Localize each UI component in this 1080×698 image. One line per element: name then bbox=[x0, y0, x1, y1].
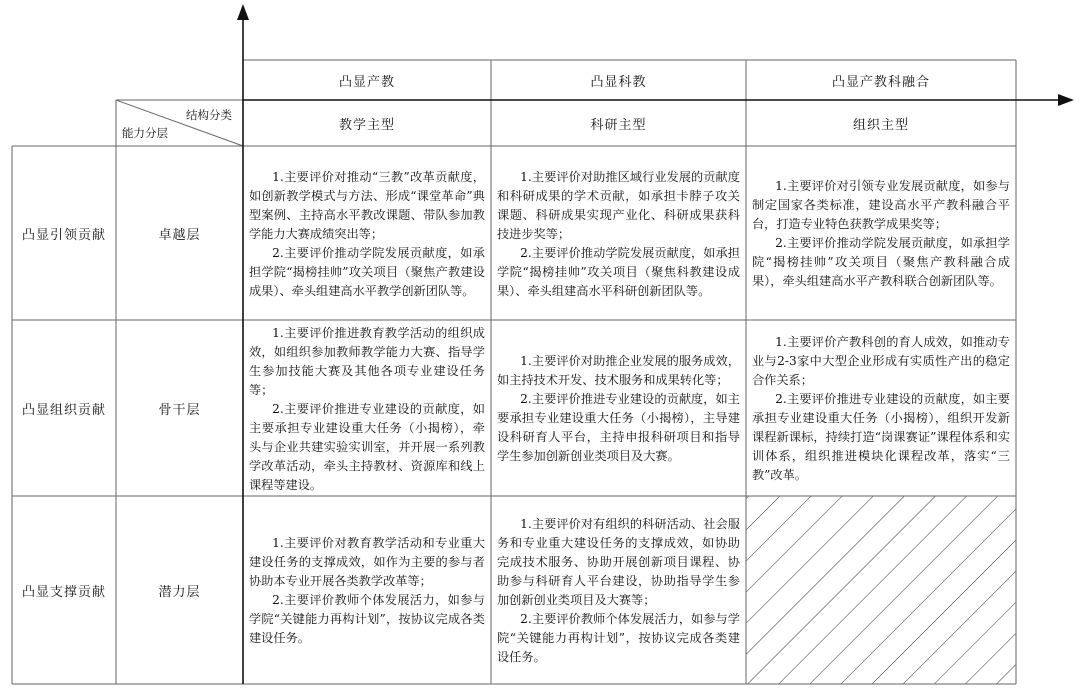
criterion-text: 2.主要评价推进专业建设的贡献度，如主要承担专业建设重大任务（小揭榜），主导建设科研育人平台，主持申报科研项目和指导学生参加创新创业类项目及大赛。 bbox=[497, 392, 740, 463]
cell-backbone-research bbox=[491, 320, 746, 496]
criterion-text: 2.主要评价推动学院发展贡献度，如承担学院“揭榜挂帅”攻关项目（聚焦科教建设成果）、牵头组建高水平科研创新团队等。 bbox=[497, 245, 740, 298]
criterion-text: 2.主要评价教师个体发展活力，如参与学院“关键能力再构计划”，按协议完成各类建设任务。 bbox=[249, 593, 485, 645]
row-contribution-2: 凸显组织贡献 bbox=[21, 402, 106, 418]
cell-potential-research bbox=[491, 496, 746, 684]
row-layer-2: 骨干层 bbox=[158, 402, 201, 418]
row-layer-1: 卓越层 bbox=[158, 227, 201, 243]
col-header-bottom-3: 组织主型 bbox=[852, 117, 909, 133]
cell-excellence-teaching bbox=[243, 146, 491, 320]
criterion-text: 2.主要评价推进专业建设的贡献度，如主要承担专业建设重大任务（小揭榜），组织开发新课程新课标，持续打造“岗课赛证”课程体系和实训体系，组织推进模块化课程改革，落实“三教”改革。 bbox=[752, 392, 1010, 482]
col-header-bottom-2: 科研主型 bbox=[590, 117, 647, 133]
row-contribution-3: 凸显支撑贡献 bbox=[21, 584, 106, 600]
criterion-text: 1.主要评价产教科创的育人成效，如推动专业与2-3家中大型企业形成有实质性产出的稳定合作关系； bbox=[752, 335, 1010, 387]
criterion-text: 1.主要评价对有组织的科研活动、社会服务和专业重大建设任务的支撑成效，如协助完成技术服务、协助开展创新项目课程、协助参与科研育人平台建设，协助指导学生参加创新创业类项目及大赛等； bbox=[497, 517, 740, 607]
cell-potential-teaching bbox=[243, 496, 491, 684]
corner-label-structure: 结构分类 bbox=[186, 108, 232, 122]
criterion-text: 1.主要评价推进教育教学活动的组织成效，如组织参加教师教学能力大赛、指导学生参加技能大赛及其他各项专业建设任务等； bbox=[249, 325, 485, 397]
criterion-text: 1.主要评价对教育教学活动和专业重大建设任务的支撑成效，如作为主要的参与者协助本专业开展各类教学改革等； bbox=[249, 536, 485, 588]
criterion-text: 2.主要评价教师个体发展活力，如参与学院“关键能力再构计划”，按协议完成各类建设任务。 bbox=[497, 612, 740, 664]
criterion-text: 1.主要评价对助推企业发展的服务成效，如主持技术开发、技术服务和成果转化等； bbox=[497, 354, 740, 387]
col-header-bottom-1: 教学主型 bbox=[338, 117, 395, 133]
criterion-text: 2.主要评价推进专业建设的贡献度，如主要承担专业建设重大任务（小揭榜），牵头与企业共建实验实训室，并开展一系列教学改革活动，牵头主持教材、资源库和线上课程等建设。 bbox=[249, 401, 485, 492]
col-header-top-3: 凸显产教科融合 bbox=[831, 74, 930, 90]
criterion-text: 2.主要评价推动学院发展贡献度，如承担学院“揭榜挂帅”攻关项目（聚焦产教科融合成果），牵头组建高水平产教科联合创新团队等。 bbox=[752, 236, 1010, 288]
row-contribution-1: 凸显引领贡献 bbox=[21, 227, 106, 243]
empty-hatched-cell bbox=[746, 496, 1016, 684]
col-header-top-1: 凸显产教 bbox=[338, 74, 395, 90]
row-layer-3: 潜力层 bbox=[158, 584, 201, 600]
cell-backbone-teaching bbox=[243, 320, 491, 496]
corner-label-ability: 能力分层 bbox=[122, 126, 168, 140]
criterion-text: 1.主要评价对助推区域行业发展的贡献度和科研成果的学术贡献，如承担卡脖子攻关课题、科研成果实现产业化、科研成果获科技进步奖等； bbox=[497, 169, 740, 241]
criterion-text: 1.主要评价对推动“三教”改革贡献度，如创新教学模式与方法、形成“课堂革命”典型案例、主持高水平教改课题、带队参加教学能力大赛成绩突出等； bbox=[249, 169, 485, 241]
cell-excellence-research bbox=[491, 146, 746, 320]
criterion-text: 1.主要评价对引领专业发展贡献度，如参与制定国家各类标准，建设高水平产教科融合平台，打造专业特色获教学成果奖等； bbox=[752, 179, 1010, 231]
criterion-text: 2.主要评价推动学院发展贡献度，如承担学院“揭榜挂帅”攻关项目（聚焦产教建设成果）、牵头组建高水平教学创新团队等。 bbox=[249, 245, 485, 298]
col-header-top-2: 凸显科教 bbox=[590, 74, 647, 90]
cell-backbone-organization bbox=[746, 320, 1016, 496]
cell-excellence-organization bbox=[746, 146, 1016, 320]
